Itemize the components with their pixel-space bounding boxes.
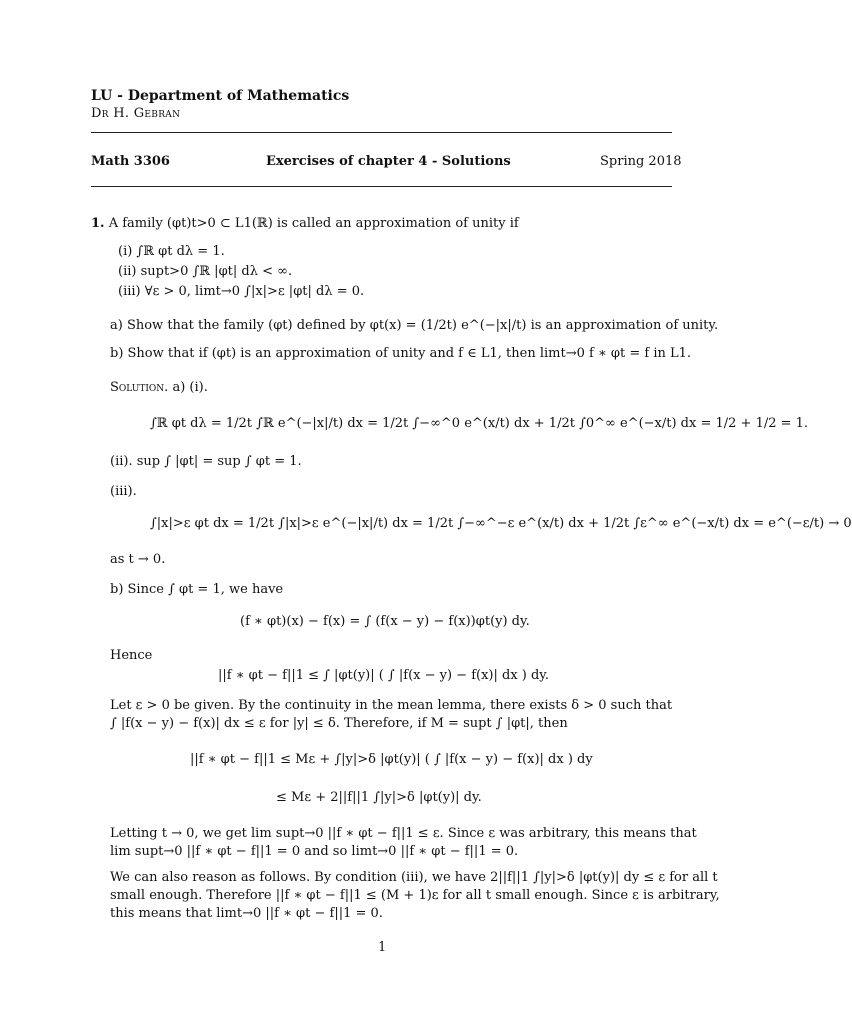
equation-a-iii: ∫|x|>ε φt dx = 1/2t ∫|x|>ε e^(−|x|/t) dx = 1/2t ∫−∞^−ε e^(x/t) dx + 1/2t ∫ε^∞ e^(−x/t) dx = e^(−ε/t) → 0	[150, 516, 852, 531]
solution-heading	[110, 380, 208, 395]
part-a-i-label: a) (i).	[172, 380, 208, 395]
header-rule-bottom	[91, 186, 672, 187]
as-t-to-zero: as t → 0.	[110, 552, 166, 567]
solution-ii: (ii). sup ∫ |φt| = sup ∫ φt = 1.	[110, 454, 302, 469]
equation-b-norm-bound: ||f ∗ φt − f||1 ≤ ∫ |φt(y)| ( ∫ |f(x − y) − f(x)| dx ) dy.	[218, 668, 550, 683]
solution-iii-label: (iii).	[110, 484, 137, 499]
part-b-question: b) Show that if (φt) is an approximation of unity and f ∈ L1, then limt→0 f ∗ φt = f in L1.	[110, 346, 692, 361]
part-a-question: a) Show that the family (φt) defined by φt(x) = (1/2t) e^(−|x|/t) is an approximation of unity.	[110, 318, 719, 333]
page-number: 1	[378, 940, 387, 955]
let-epsilon-line-1: Let ε > 0 be given. By the continuity in the mean lemma, there exists δ > 0 such that	[110, 698, 673, 713]
problem-statement	[91, 216, 519, 231]
alt-reasoning-line-3: this means that limt→0 ||f ∗ φt − f||1 = 0.	[110, 906, 383, 921]
author-name: Dr H. Gebran	[91, 106, 181, 121]
document-title: Exercises of chapter 4 - Solutions	[266, 154, 511, 169]
problem-intro: A family (φt)t>0 ⊂ L1(ℝ) is called an approximation of unity if	[108, 216, 519, 231]
solution-label: Solution.	[110, 380, 169, 395]
condition-ii: (ii) supt>0 ∫ℝ |φt| dλ < ∞.	[118, 264, 293, 279]
letting-line-2: lim supt→0 ||f ∗ φt − f||1 = 0 and so limt→0 ||f ∗ φt − f||1 = 0.	[110, 844, 519, 859]
let-epsilon-line-2: ∫ |f(x − y) − f(x)| dx ≤ ε for |y| ≤ δ. Therefore, if M = supt ∫ |φt|, then	[110, 716, 568, 731]
part-b-intro: b) Since ∫ φt = 1, we have	[110, 582, 284, 597]
term: Spring 2018	[600, 154, 682, 169]
course-code: Math 3306	[91, 154, 170, 169]
letting-line-1: Letting t → 0, we get lim supt→0 ||f ∗ φt − f||1 ≤ ε. Since ε was arbitrary, this means that	[110, 826, 697, 841]
equation-a-i: ∫ℝ φt dλ = 1/2t ∫ℝ e^(−|x|/t) dx = 1/2t ∫−∞^0 e^(x/t) dx + 1/2t ∫0^∞ e^(−x/t) dx = 1/2 + 1/2 = 1.	[150, 416, 809, 431]
condition-iii: (iii) ∀ε > 0, limt→0 ∫|x|>ε |φt| dλ = 0.	[118, 284, 365, 299]
problem-number: 1.	[91, 216, 105, 231]
hence-label: Hence	[110, 648, 153, 663]
header-rule-top	[91, 132, 672, 133]
equation-b-split-2: ≤ Mε + 2||f||1 ∫|y|>δ |φt(y)| dy.	[276, 790, 482, 805]
department-name: LU - Department of Mathematics	[91, 88, 350, 104]
equation-b-split-1: ||f ∗ φt − f||1 ≤ Mε + ∫|y|>δ |φt(y)| ( ∫ |f(x − y) − f(x)| dx ) dy	[190, 752, 593, 767]
alt-reasoning-line-2: small enough. Therefore ||f ∗ φt − f||1 ≤ (M + 1)ε for all t small enough. Since ε is arbitrary,	[110, 888, 720, 903]
alt-reasoning-line-1: We can also reason as follows. By condition (iii), we have 2||f||1 ∫|y|>δ |φt(y)| dy ≤ ε for all t	[110, 870, 718, 885]
equation-b-convolution: (f ∗ φt)(x) − f(x) = ∫ (f(x − y) − f(x))φt(y) dy.	[240, 614, 530, 629]
condition-i: (i) ∫ℝ φt dλ = 1.	[118, 244, 225, 259]
